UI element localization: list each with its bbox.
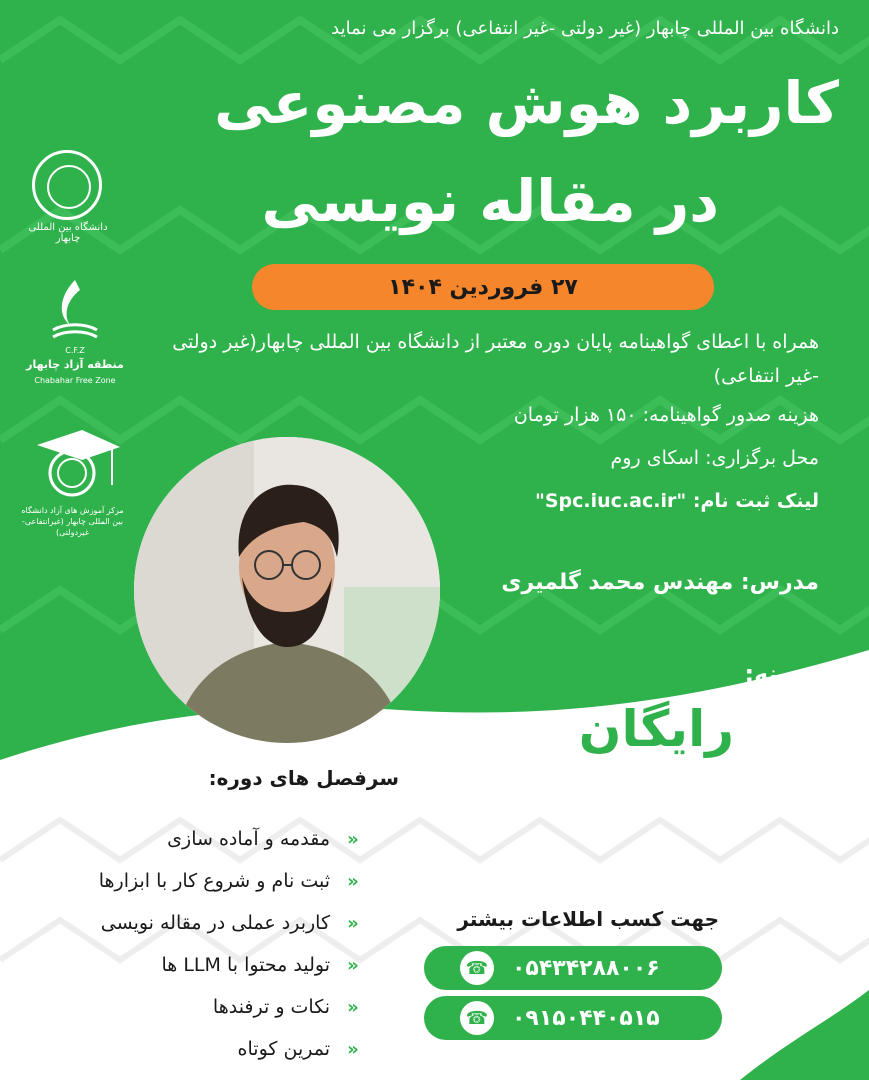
double-chevron-icon: « bbox=[347, 954, 359, 976]
free-zone-label: منطقه آزاد چابهار bbox=[26, 358, 124, 371]
free-zone-logo-icon bbox=[45, 275, 105, 345]
syllabus-item bbox=[4, 986, 364, 1028]
syllabus-item-label: تمرین کوتاه bbox=[237, 1038, 330, 1060]
date-badge bbox=[252, 264, 714, 310]
title-line-1: کاربرد هوش مصنوعی bbox=[214, 69, 839, 137]
phone-button-1[interactable] bbox=[424, 946, 722, 990]
venue: محل برگزاری: اسکای روم bbox=[610, 447, 819, 469]
double-chevron-icon: « bbox=[347, 870, 359, 892]
double-chevron-icon: « bbox=[347, 996, 359, 1018]
university-logo bbox=[32, 150, 102, 220]
syllabus-item bbox=[4, 860, 364, 902]
instructor-photo-illustration bbox=[134, 437, 440, 743]
syllabus-item-label: تولید محتوا با LLM ها bbox=[161, 954, 330, 976]
contact-title: جهت کسب اطلاعات بیشتر bbox=[457, 907, 719, 931]
title-line-2: در مقاله نویسی bbox=[261, 167, 719, 235]
syllabus-item-label: کاربرد عملی در مقاله نویسی bbox=[100, 912, 330, 934]
registration-link[interactable]: لینک ثبت نام: "Spc.iuc.ac.ir" bbox=[534, 490, 819, 512]
free-zone-label-en: Chabahar Free Zone bbox=[34, 376, 116, 385]
certificate-description: همراه با اعطای گواهینامه پایان دوره معتبر از دانشگاه بین المللی چابهار(غیر دولتی -غیر انتفاعی) bbox=[172, 331, 819, 387]
phone-number-1: ۰۵۴۳۴۲۸۸۰۰۶ bbox=[512, 955, 660, 981]
double-chevron-icon: « bbox=[347, 828, 359, 850]
instructor-name: مدرس: مهندس محمد گلمیری bbox=[501, 570, 819, 595]
organizer-header: دانشگاه بین المللی چابهار (غیر دولتی -غیر انتفاعی) برگزار می نماید bbox=[331, 18, 839, 39]
instructor-photo bbox=[134, 437, 440, 743]
syllabus-title: سرفصل های دوره: bbox=[208, 766, 399, 790]
phone-button-2[interactable] bbox=[424, 996, 722, 1040]
university-logo-label: دانشگاه بین المللی چابهار bbox=[28, 222, 108, 244]
syllabus-item-label: مقدمه و آماده سازی bbox=[167, 828, 330, 850]
training-center-logo-icon bbox=[32, 425, 122, 500]
syllabus-item bbox=[4, 902, 364, 944]
training-center-label: مرکز آموزش های آزاد دانشگاه بین المللی چابهار (غیرانتفاعی-غیردولتی) bbox=[21, 506, 124, 537]
free-zone-abbr: C.F.Z bbox=[65, 346, 85, 355]
syllabus-list bbox=[4, 818, 364, 1070]
double-chevron-icon: « bbox=[347, 912, 359, 934]
cost-value: رایگان bbox=[578, 700, 734, 758]
certificate-fee: هزینه صدور گواهینامه: ۱۵۰ هزار تومان bbox=[513, 404, 819, 426]
phone-icon: ☎ bbox=[460, 1001, 494, 1035]
cost-label: هزینه: bbox=[744, 660, 819, 688]
university-seal-icon bbox=[47, 165, 91, 209]
date-text: ۲۷ فروردین ۱۴۰۴ bbox=[388, 274, 578, 300]
syllabus-item-label: نکات و ترفندها bbox=[212, 996, 330, 1018]
double-chevron-icon: « bbox=[347, 1038, 359, 1060]
syllabus-item bbox=[4, 1028, 364, 1070]
phone-number-2: ۰۹۱۵۰۴۴۰۵۱۵ bbox=[512, 1005, 660, 1031]
syllabus-item-label: ثبت نام و شروع کار با ابزارها bbox=[98, 870, 330, 892]
syllabus-item bbox=[4, 944, 364, 986]
phone-icon: ☎ bbox=[460, 951, 494, 985]
syllabus-item bbox=[4, 818, 364, 860]
